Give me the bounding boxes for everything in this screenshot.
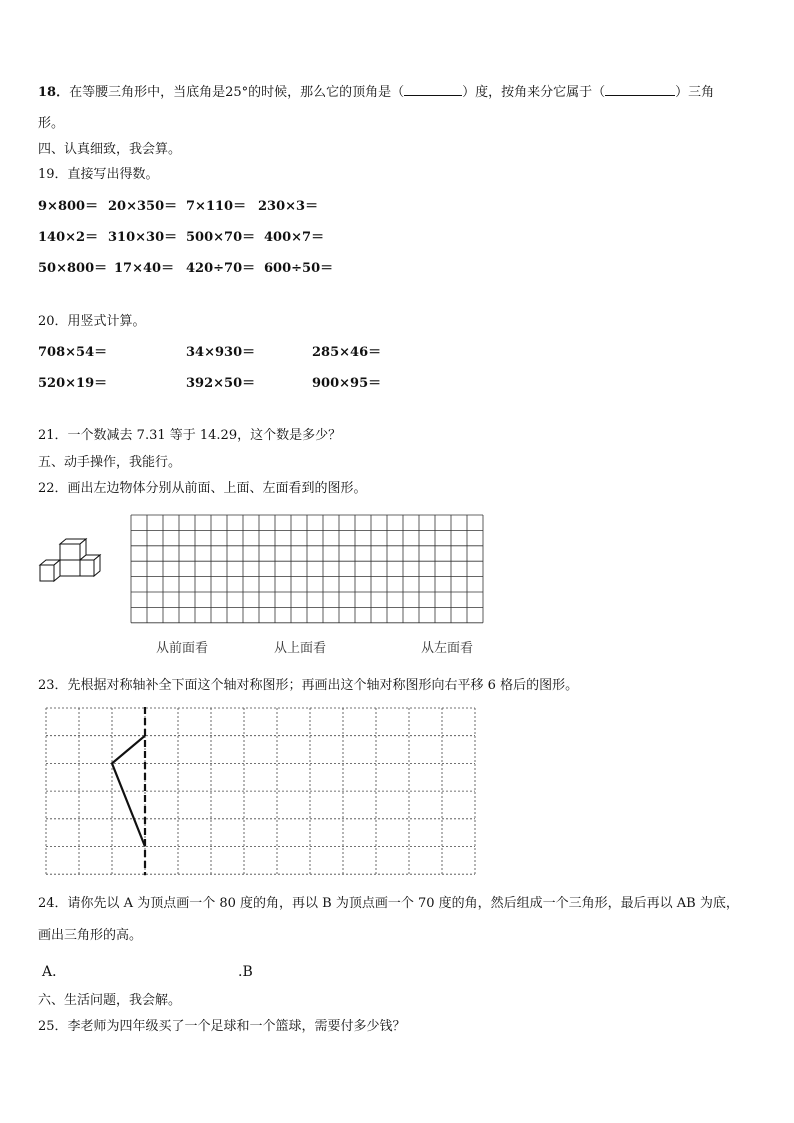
oral-calc-item: 400×7＝ xyxy=(264,230,325,245)
question-18-line1 xyxy=(38,84,714,101)
question-24-line1: 24．请你先以 A 为顶点画一个 80 度的角，再以 B 为顶点画一个 70 度的角，然后组成一个三角形，最后再以 AB 为底， xyxy=(38,896,739,911)
question-20-title: 20．用竖式计算。 xyxy=(38,314,146,329)
oral-calc-item: 500×70＝ xyxy=(186,230,256,245)
question-18-text-a: 在等腰三角形中，当底角是25°的时候，那么它的顶角是（ xyxy=(69,85,405,100)
vertical-calc-item: 285×46＝ xyxy=(312,345,382,360)
answer-blank[interactable] xyxy=(404,84,462,96)
oral-calc-item: 230×3＝ xyxy=(258,199,319,214)
point-b-label[interactable]: .B xyxy=(238,964,253,980)
oral-calc-item: 420÷70＝ xyxy=(186,261,256,276)
section-heading-4: 四、认真细致，我会算。 xyxy=(38,142,182,157)
oral-calc-item: 600÷50＝ xyxy=(264,261,334,276)
vertical-calc-item: 900×95＝ xyxy=(312,376,382,391)
drawing-grid[interactable] xyxy=(130,514,486,626)
half-figure xyxy=(112,736,145,847)
vertical-calc-item: 708×54＝ xyxy=(38,345,108,360)
question-21: 21．一个数减去 7.31 等于 14.29，这个数是多少？ xyxy=(38,428,342,443)
oral-calc-item: 9×800＝ xyxy=(38,199,99,214)
vertical-calc-item: 392×50＝ xyxy=(186,376,256,391)
symmetry-grid[interactable] xyxy=(44,706,478,876)
oral-calc-item: 20×350＝ xyxy=(108,199,178,214)
oral-calc-item: 7×110＝ xyxy=(186,199,247,214)
question-22-title: 22．画出左边物体分别从前面、上面、左面看到的图形。 xyxy=(38,481,367,496)
section-heading-6: 六、生活问题，我会解。 xyxy=(38,993,182,1008)
oral-calc-item: 140×2＝ xyxy=(38,230,99,245)
vertical-calc-item: 520×19＝ xyxy=(38,376,108,391)
question-23-title: 23．先根据对称轴补全下面这个轴对称图形；再画出这个轴对称图形向右平移 6 格后的图形。 xyxy=(38,678,579,693)
vertical-calc-item: 34×930＝ xyxy=(186,345,256,360)
question-25: 25．李老师为四年级买了一个足球和一个篮球，需要付多少钱？ xyxy=(38,1019,406,1034)
view-label-top: 从上面看 xyxy=(274,641,327,656)
cube-stack-figure xyxy=(38,536,104,586)
oral-calc-item: 50×800＝ xyxy=(38,261,108,276)
oral-calc-item: 17×40＝ xyxy=(114,261,175,276)
question-18-text-c: ）三角 xyxy=(675,85,715,100)
question-19-title: 19．直接写出得数。 xyxy=(38,167,159,182)
view-label-front: 从前面看 xyxy=(156,641,209,656)
question-number: 18． xyxy=(38,85,70,100)
view-label-left: 从左面看 xyxy=(421,641,474,656)
question-18-line2: 形。 xyxy=(38,116,65,131)
question-24-line2: 画出三角形的高。 xyxy=(38,928,143,943)
section-heading-5: 五、动手操作，我能行。 xyxy=(38,455,182,470)
point-a-label[interactable]: A． xyxy=(42,964,67,980)
answer-blank[interactable] xyxy=(605,84,675,96)
question-18-text-b: ）度，按角来分它属于（ xyxy=(462,85,606,100)
oral-calc-item: 310×30＝ xyxy=(108,230,178,245)
